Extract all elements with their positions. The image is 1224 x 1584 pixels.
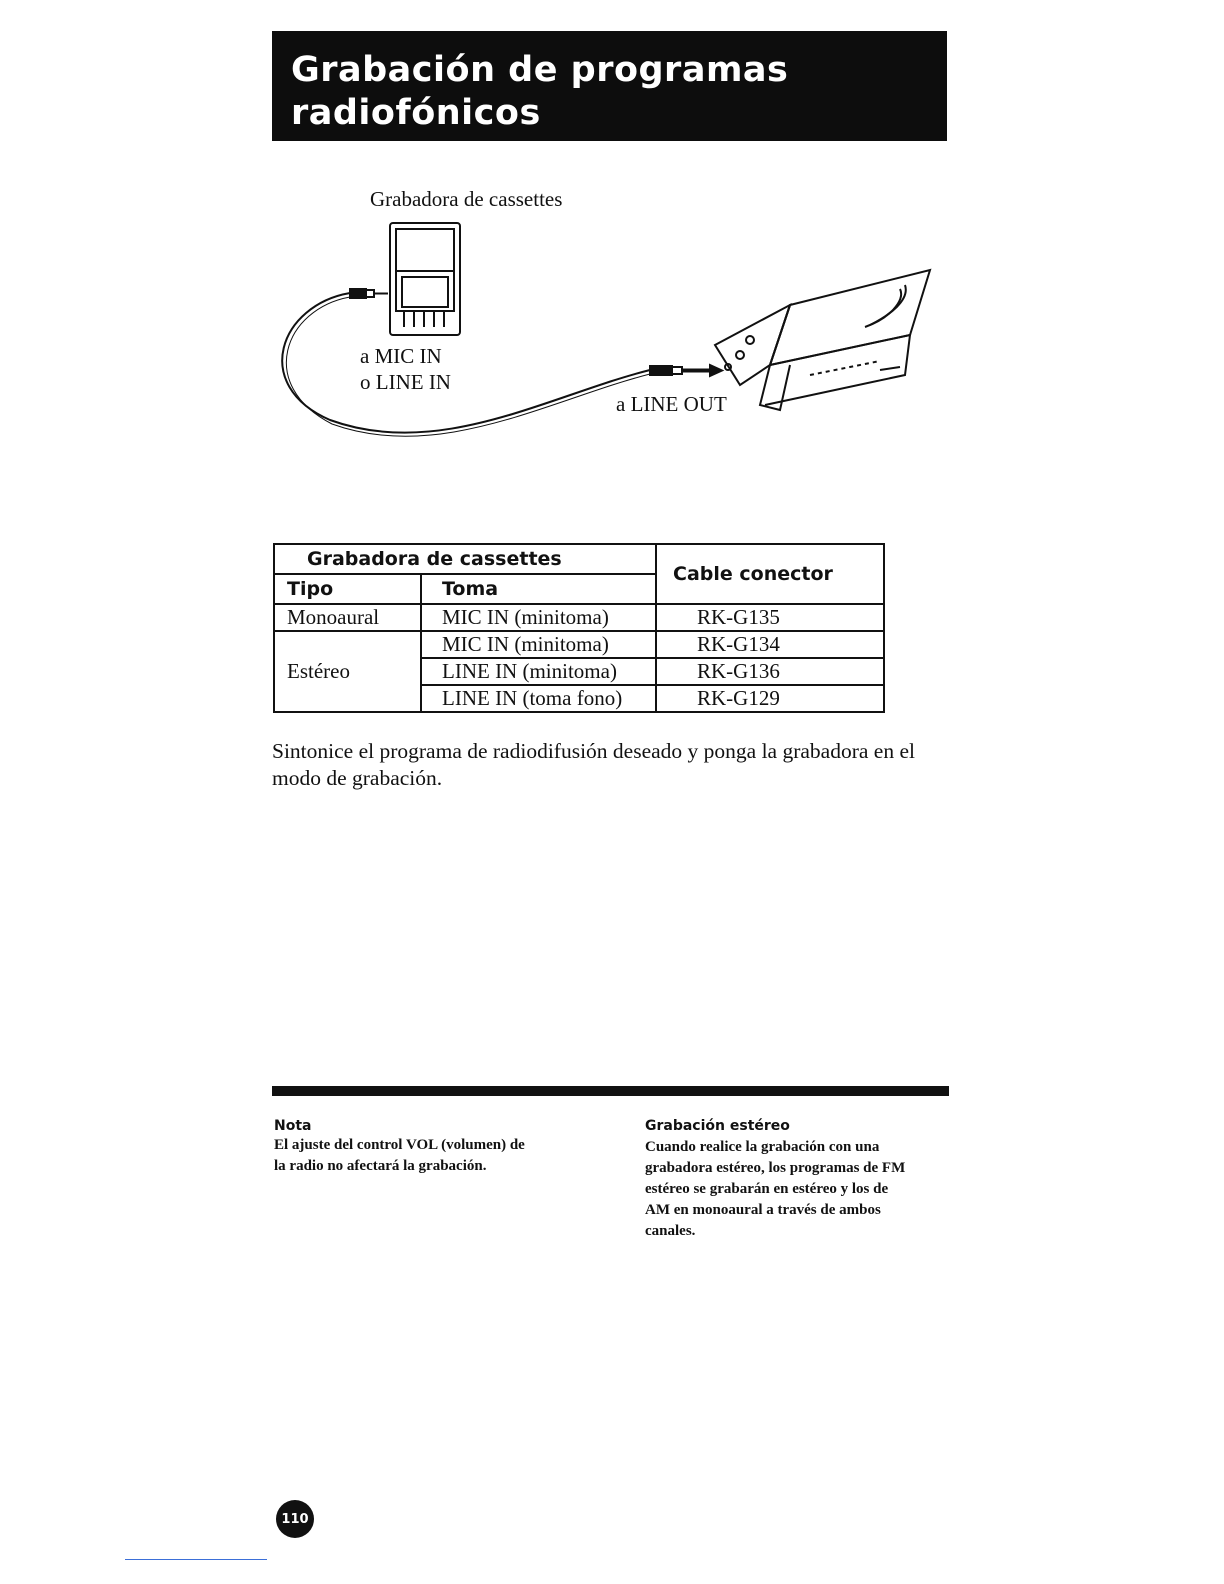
cable-cell: RK-G134 [656,631,884,658]
title-line-2: radiofónicos [291,93,541,133]
stereo-title: Grabación estéreo [645,1118,790,1134]
table-header-row [274,544,884,574]
tipo-cell: Monoaural [274,604,421,631]
section-divider [272,1086,949,1096]
mic-in-label: a MIC IN [360,344,442,368]
stereo-line: grabadora estéreo, los programas de FM [645,1160,906,1176]
recorder-label: Grabadora de cassettes [370,187,563,211]
cassette-recorder-icon [390,223,460,335]
nota-line: El ajuste del control VOL (volumen) de [274,1137,525,1153]
cable-cell: RK-G129 [656,685,884,712]
stereo-line: canales. [645,1223,696,1239]
cable-column-header: Cable conector [656,544,884,604]
nota-body [274,1135,525,1177]
toma-cell: LINE IN (toma fono) [421,685,656,712]
instruction-text: Sintonice el programa de radiodifusión deseado y ponga la grabadora en el modo de grabación. [272,739,915,790]
connection-table [273,543,885,713]
table-row [274,631,884,658]
stereo-line: estéreo se grabarán en estéreo y los de [645,1181,889,1197]
recorder-plug-icon [350,289,388,298]
stereo-body [645,1137,905,1242]
tipo-cell: Estéreo [274,631,421,712]
table-row [274,604,884,631]
radio-plug-icon [650,365,722,376]
recorder-group-header: Grabadora de cassettes [274,544,656,574]
connector-cable [282,293,650,433]
page-number-badge: 110 [276,1500,314,1538]
nota-line: la radio no afectará la grabación. [274,1158,487,1174]
stereo-line: AM en monoaural a través de ambos [645,1202,881,1218]
page-title [272,31,947,141]
tipo-column-header: Tipo [274,574,421,604]
toma-cell: MIC IN (minitoma) [421,631,656,658]
nota-title: Nota [274,1118,312,1134]
cable-cell: RK-G135 [656,604,884,631]
title-line-1: Grabación de programas [291,50,789,90]
line-in-label: o LINE IN [360,370,451,394]
stereo-line: Cuando realice la grabación con una [645,1139,880,1155]
toma-cell: MIC IN (minitoma) [421,604,656,631]
toma-cell: LINE IN (minitoma) [421,658,656,685]
connection-illustration [270,215,950,445]
cable-cell: RK-G136 [656,658,884,685]
radio-unit-icon [715,270,930,410]
footer-line [125,1559,267,1560]
connection-diagram [270,215,950,450]
toma-column-header: Toma [421,574,656,604]
line-out-label: a LINE OUT [616,392,727,416]
